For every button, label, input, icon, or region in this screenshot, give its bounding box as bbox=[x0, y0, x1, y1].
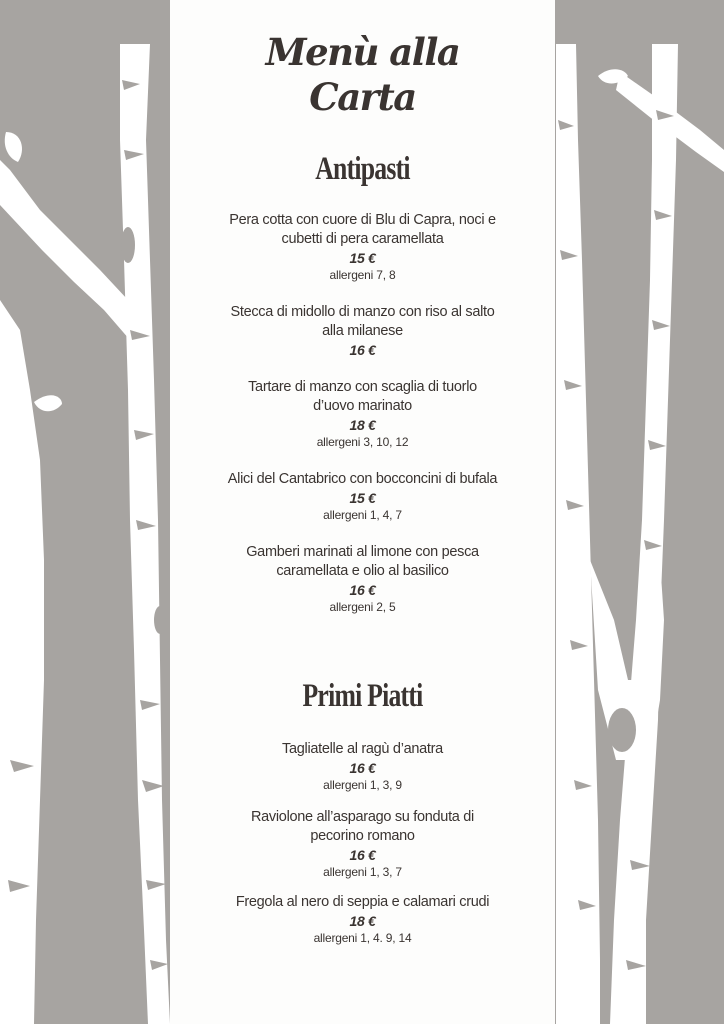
dish-name-line: Tagliatelle al ragù d’anatra bbox=[282, 741, 443, 757]
menu-title-line-2: Carta bbox=[309, 75, 416, 119]
dish-price: 18 € bbox=[349, 417, 376, 433]
dish-price: 15 € bbox=[349, 250, 376, 266]
dish-price: 16 € bbox=[349, 760, 376, 776]
leaf-left-mid bbox=[34, 395, 62, 411]
dish-item bbox=[188, 740, 537, 793]
section-title-antipasti: Antipasti bbox=[315, 151, 410, 187]
menu-panel bbox=[170, 0, 555, 1024]
dish-item bbox=[188, 211, 537, 283]
dish-price: 16 € bbox=[349, 847, 376, 863]
dish-price: 18 € bbox=[349, 913, 376, 929]
dish-allergens: allergeni 7, 8 bbox=[329, 268, 396, 282]
section-title-primi-piatti: Primi Piatti bbox=[302, 678, 423, 714]
dish-name-line: Gamberi marinati al limone con pesca bbox=[246, 544, 479, 560]
dish-price: 16 € bbox=[349, 582, 376, 598]
menu-title-line-1: Menù alla bbox=[265, 30, 460, 74]
dish-allergens: allergeni 1, 4. 9, 14 bbox=[313, 931, 412, 945]
left-birch-branch bbox=[0, 160, 130, 340]
dish-name-line: Raviolone all’asparago su fonduta di bbox=[251, 809, 474, 825]
right-birch-trunk bbox=[556, 44, 600, 1024]
dish-allergens: allergeni 1, 3, 7 bbox=[323, 865, 402, 879]
dish-item bbox=[188, 470, 537, 523]
dish-name-line: caramellata e olio al basilico bbox=[276, 563, 449, 579]
left-birch-trunk bbox=[120, 44, 170, 1024]
right-birch-trunk-2 bbox=[610, 44, 678, 1024]
dish-allergens: allergeni 2, 5 bbox=[329, 600, 396, 614]
dish-item bbox=[188, 893, 537, 946]
dish-item bbox=[188, 543, 537, 615]
dish-allergens: allergeni 1, 3, 9 bbox=[323, 778, 402, 792]
leaf-left-top bbox=[5, 132, 22, 162]
dish-name-line: Pera cotta con cuore di Blu di Capra, noci e bbox=[229, 212, 496, 228]
dish-name-line: alla milanese bbox=[322, 323, 403, 339]
dish-price: 16 € bbox=[349, 342, 376, 358]
dish-name-line: Tartare di manzo con scaglia di tuorlo bbox=[248, 379, 477, 395]
dish-name-line: Fregola al nero di seppia e calamari crudi bbox=[235, 894, 490, 910]
dish-name-line: Alici del Cantabrico con bocconcini di bufala bbox=[227, 471, 498, 487]
dish-name-line: d’uovo marinato bbox=[313, 398, 412, 414]
dish-allergens: allergeni 1, 4, 7 bbox=[323, 508, 402, 522]
dish-item bbox=[188, 303, 537, 359]
dish-allergens: allergeni 3, 10, 12 bbox=[316, 435, 409, 449]
dish-name-line: Stecca di midollo di manzo con riso al salto bbox=[230, 304, 495, 320]
dish-item bbox=[188, 378, 537, 450]
dish-name-line: cubetti di pera caramellata bbox=[281, 231, 444, 247]
dish-item bbox=[188, 808, 537, 880]
menu-title bbox=[170, 30, 555, 120]
dish-price: 15 € bbox=[349, 490, 376, 506]
dish-name-line: pecorino romano bbox=[310, 828, 415, 844]
